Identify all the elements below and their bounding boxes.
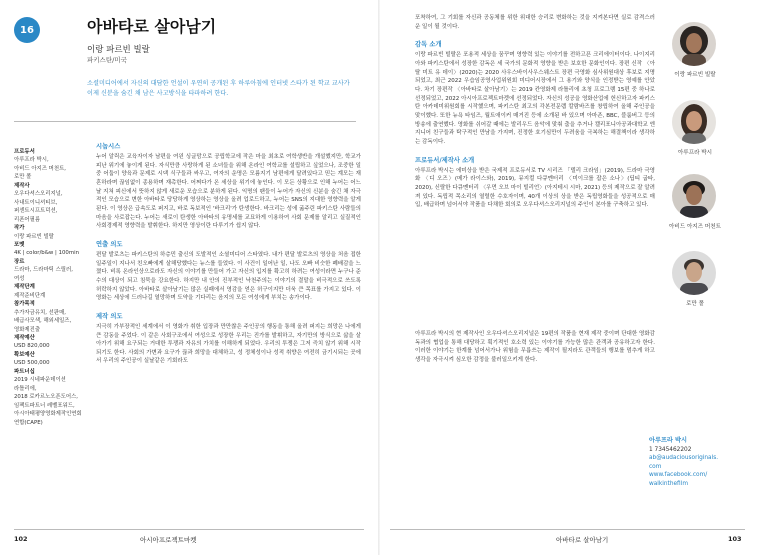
left-body-column bbox=[96, 142, 361, 375]
contact-email[interactable]: ab@audaciousoriginals. bbox=[649, 455, 719, 462]
contact-block bbox=[649, 437, 751, 489]
logline: 소셜미디어에서 자신의 대담한 언설이 우연히 공개된 후 하루아침에 인터넷 스타가 된 학교 교사가 이제 신분을 숨긴 채 남은 사고방식을 타파하려 한다. bbox=[87, 80, 350, 97]
meta-label: 참가목적 bbox=[14, 301, 35, 308]
meta-value: 리폰어필름 bbox=[14, 216, 41, 223]
header-divider bbox=[14, 121, 356, 122]
meta-value: 드라마, 드라마틱 스릴러, bbox=[14, 267, 73, 274]
meta-value: 영화제진출 bbox=[14, 326, 41, 333]
meta-label: 제작사 bbox=[14, 182, 30, 189]
right-body-column bbox=[415, 14, 655, 219]
footer-divider bbox=[14, 529, 364, 530]
project-metadata bbox=[14, 148, 88, 427]
meta-value: 2018 로카르노오픈도어스, bbox=[14, 394, 79, 401]
meta-label: 제작단계 bbox=[14, 284, 35, 291]
portrait-caption-2: 아루프라 박시 bbox=[677, 150, 713, 156]
project-number-badge: 16 bbox=[14, 17, 40, 43]
meta-value: 라틀리에, bbox=[14, 385, 37, 392]
director-bio-heading: 감독 소개 bbox=[415, 41, 442, 49]
meta-label: 프로듀서 bbox=[14, 149, 35, 155]
page-number: 102 bbox=[14, 535, 28, 543]
contact-phone: 1 7345462202 bbox=[649, 446, 692, 453]
portrait-photo-director bbox=[672, 22, 716, 66]
country: 파키스탄/미국 bbox=[87, 56, 127, 64]
continuation-text: 포착하여, 그 기회를 자신과 공동체를 위한 위대한 승리로 변화하는 것을 지켜본다면 실로 감격스러운 일이 될 것이다. bbox=[415, 15, 655, 30]
producer-bio-heading: 프로듀서/제작사 소개 bbox=[415, 156, 475, 164]
meta-value: USD 820,000 bbox=[14, 343, 50, 350]
meta-value: 연합(CAPE) bbox=[14, 419, 43, 426]
page-number-right: 103 bbox=[728, 535, 742, 543]
meta-value: 퍼센트시프트덕션, bbox=[14, 208, 58, 215]
meta-value: 4K | color/b&w | 100min bbox=[14, 250, 80, 257]
meta-label: 작가 bbox=[14, 225, 25, 232]
meta-value: USD 500,000 bbox=[14, 360, 50, 367]
meta-label: 제작예산 bbox=[14, 334, 35, 341]
intent-heading: 연출 의도 bbox=[96, 240, 123, 248]
meta-value: 2019 시네파운데이션 bbox=[14, 377, 66, 384]
meta-value: 제작준비단계 bbox=[14, 292, 46, 299]
meta-label: 확보예산 bbox=[14, 351, 35, 358]
meta-value: 추가자금유치, 선판매, bbox=[14, 309, 67, 316]
portrait-photo-producer-3 bbox=[672, 251, 716, 295]
director-bio-text: 이랑 파르빈 빌랄은 포용적 세상을 꿈꾸며 영향력 있는 이야기를 전하고픈 크리에이터이다. 나이지리아와 파키스탄에서 성장한 감독은 세 국가의 문화적 영향을 받은 보호한 문화인이다. 장편 신작 〈아탈 미트 유 데이〉(2020)는 2020 사우스바이사우스웨스트 장편 극영화 심사위원대상 후보로 지명되었고, 최근 2022 우습임공영사업위원회 미디어시장에서 그 용기와 양식을 인정받는 영예를 안았다. 차기 장편작 〈아바타로 살아남기〉는 2019 칸영화제 라틀리에 초청 프로그램 15편 중 하나로 선정되었고, 2022 아시아프로젝트마켓에 선정되었다. 자신의 성공을 영화산업에 헌신하고자 파키스탄 아카데미위원회를 시작했으며, 파키스탄 최고의 각본전문랩 칼람바즈를 창립하여 올해 주인공을 맞이했다. 또한 뉴욕 타임즈, 월트애이커 매거진 등에 소개된 바 있으며 아마존, BBC, 블룸버그 등의 방송에 출연했다. 영화를 쉬어갈 때에는 발리우드 음악에 맞춰 춤을 추거나 캘리포니아공과대학교 엔지니어 친구들과 탁구적인 만남을 가지며, 진정한 호기심만이 두려움을 극복하는 해결책이라 생각하는 감독이다. bbox=[415, 52, 655, 145]
portrait-caption-4: 로만 폴 bbox=[686, 301, 704, 307]
meta-label: 장르 bbox=[14, 258, 25, 265]
right-body-column-2 bbox=[415, 330, 655, 374]
portrait-caption-1: 이랑 파르빈 빌랄 bbox=[674, 72, 716, 78]
producer-intent-heading: 제작 의도 bbox=[96, 312, 123, 320]
meta-value: 로만 폴 bbox=[14, 174, 32, 181]
portrait-photo-producer bbox=[672, 100, 716, 144]
synopsis-heading: 시놉시스 bbox=[96, 143, 121, 150]
synopsis-text: 누어 알릭은 교육자이자 남편을 여읜 싱글맘으로 공립학교에 작은 마을 최초로 여학생반을 개설했지만, 학교가 피난 위기에 놓이게 된다. 자식만큼 사랑하게 된 소녀들을 위해 온라인 여학교를 설립하고 싶었으나, 조중한 일 중 어둡이 양육과 문제로 시댁 식구들과 싸우고, 여자의 운명은 모름지기 남편에게 달려있다고 믿는 계모는 재혼하라며 끊임없이 종용하며 재촉한다. 어쩌다가 온 세상을 위기에 놓인다. 이 모든 상황으로 인해 누어는 어느 날 지쳐 피신에서 뜻하지 않게 새로운 모습으로 분하게 된다. 익명의 팬들이 누어가 자신의 신분을 숨긴 채 자극적인 모습으로 변한 아바타로 당당하게 영상하는 영상을 올려 업로드하고, 누어는 SNS의 지대한 영향력을 알게 된다. 이 영상은 급속도로 퍼지고, 바로 독보적인 '바크리'가 탄생한다. 바크리는 성에 굶주린 파키스탄 사람들의 마음을 사로잡는다. 누어는 새로이 탄생한 아바타의 유명세를 교묘하게 이용하여 사회 문제를 알리고 실질적인 사회경제적 영향력을 발휘한다. 하지만 영상이란 다루기가 쉽지 않다. bbox=[96, 154, 361, 230]
project-title: 아바타로 살아남기 bbox=[87, 17, 217, 36]
contact-email-2[interactable]: com bbox=[649, 463, 662, 470]
left-page bbox=[0, 0, 378, 555]
meta-label: 파트너십 bbox=[14, 368, 35, 375]
meta-label: 포맷 bbox=[14, 241, 25, 248]
director-name: 이랑 파르빈 빌랄 bbox=[87, 45, 150, 55]
running-title: 아시아프로젝트마켓 bbox=[140, 536, 197, 544]
contact-facebook-2[interactable]: walkinthefilm bbox=[649, 480, 688, 487]
meta-value: 임팩트파트너 레벨포워드, bbox=[14, 402, 75, 409]
meta-value: 아시아태평양영화제작인연회 bbox=[14, 411, 82, 418]
meta-value: 아비드 아지즈 머천트, bbox=[14, 165, 67, 172]
meta-value: 사내트이니셔티브, bbox=[14, 199, 58, 206]
contact-name: 아루프라 박시 bbox=[649, 437, 688, 444]
meta-value: 여성 bbox=[14, 275, 25, 282]
producer-bio-text-2: 아루프라 박시의 현 제작사인 오우다셔스오리지널은 19편의 작품을 현재 제작 중이며 단대한 영화감독과의 협업을 통해 대당하고 획기적인 호소력 있는 이야기를 가능한 많은 관객과 공유하고자 한다. 이러한 이야기는 한계를 넘어서가나 위험을 무릅쓰는 제작이 될지라도 관객들의 행보를 멈추게 하고 생각을 자극시켜 심오한 감정을 불러일으키게 한다. bbox=[415, 331, 655, 363]
portrait-photo-producer-2 bbox=[672, 174, 716, 218]
right-page bbox=[380, 0, 757, 555]
producer-bio-text: 아루프라 박시는 에미상을 받은 국제적 프로듀서로 TV 시리즈 「델리 크라임」(2019), 드라마 극영화 〈디 오즈〉(메가 라이스와), 2019), 뮤지컬 다큐멘터리 〈미이크를 잡은 소나〉(딥티 굽타, 2020), 신랄한 다큐멘터리 〈우먼 오브 마이 빌리언〉(아지테시 시마, 2021) 등의 제작으로 잘 알려져 있다. 독립적 목소리의 열렬한 수호자이며, 40개 이상의 상을 받은 독립영화들을 성공적으로 매입, 배급하며 넘어서야 작품을 다채한 회의로 오우다셔스오리지널의 주인이 본아를 구축하고 있다. bbox=[415, 167, 655, 209]
footer-divider-right bbox=[390, 529, 745, 530]
intent-text: 편달 발로츠는 파키스탄의 하층민 출신의 도발적인 소셜미디어 스타였다. 내가 편달 발로츠의 영상을 처음 접한 일주일이 지나서 친오빠에게 살해당했다는 뉴스를 들었다. 이 사건이 일어난 일, 나도 오빠 비슷한 폐배감을 느꼈다. 비록 온라인상으로라도 자신의 이야기를 만들어 가고 자신의 입지를 확고히 하려는 여성이라면 누구나 준수의 대상이 되고 침묵을 강요한다. 하지만 내 안의 진부적인 낙천주의는 이야기의 결말을 비극적으로 쓰도록 허락하지 않았다. 아바타로 살아남기는 많은 실패에서 영감을 얻은 허구이지만 더욱 큰 목표를 가지고 있다. 이 영화는 세상에 드러나길 열망하며 도약을 기다리는 음지의 모든 여성에게 부치는 송가이다. bbox=[96, 251, 361, 302]
meta-value: 아루프라 박시, bbox=[14, 157, 49, 164]
producer-intent-text: 지극히 가부장적인 세계에서 이 영화가 취한 입장과 만만찮은 주인공의 행동을 통해 올려 퍼지는 희망은 나에게 큰 감동을 주었다. 이 같은 사회구조에서 여성으로 성장한 우리는 진가를 발휘하고, 자기만의 방식으로 삶을 살아가기 위해 요구되는 거대한 투쟁과 자유의 가치를 이해하게 되었다. 우리의 투쟁은 그저 즉치 않기 위해 시작되기도 한다. 사회의 가변과 요구가 끊과 희망을 대체하고, 성 정체성이나 성적 취향은 여전히 금기시되는 곳에서 우리의 주인공이 실날같은 기회라도 bbox=[96, 323, 361, 365]
meta-value: 오우다셔스오리지널, bbox=[14, 191, 63, 198]
portrait-caption-3: 아비드 아지즈 머천트 bbox=[668, 224, 722, 230]
running-title-right: 아바타로 살아남기 bbox=[556, 536, 609, 544]
meta-value: 배급사모색, 해외세일즈, bbox=[14, 318, 72, 325]
meta-value: 이랑 파르빈 빌랄 bbox=[14, 233, 54, 240]
contact-facebook[interactable]: www.facebook.com/ bbox=[649, 472, 708, 479]
